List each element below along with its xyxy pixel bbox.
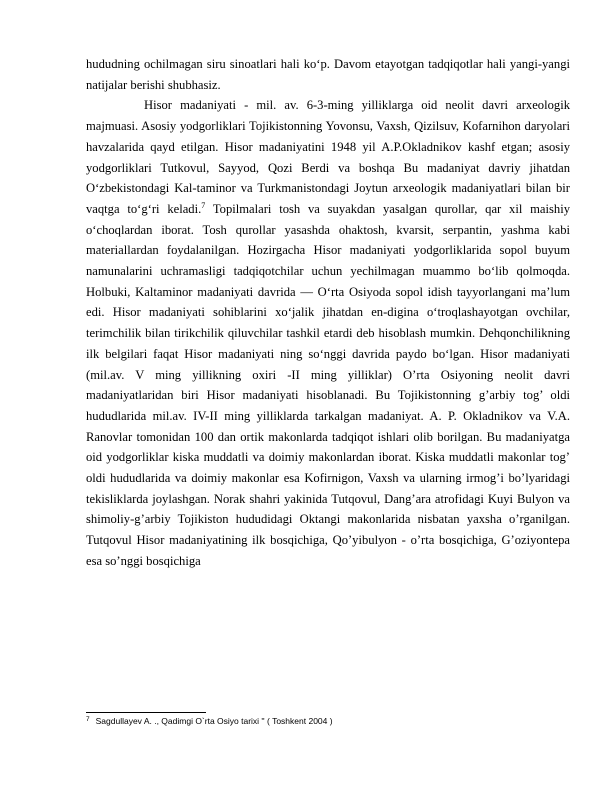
paragraph-1: hududning ochilmagan siru sinoatlari hali ko‘p. Davom etayotgan tadqiqotlar hali yangi-yangi natijalar berishi shubhasiz.	[86, 57, 570, 92]
paragraph-2-continuation: Topilmalari tosh va suyakdan yasalgan qurollar, qar xil maishiy o‘choqlardan iborat. Tosh qurollar yasashda ohaktosh, kvarsit, serpantin, yashma kabi materiallardan foydalanilgan. Hozirgacha Hisor madaniyati yodgorliklarida sopol buyum namunalarini uchramasligi tadqiqotchilar uchun yechilmagan muammo bo‘lib qolmoqda. Holbuki, Kaltaminor madaniyati davrida — O‘rta Osiyoda sopol idish tayyorlangani ma’lum edi. Hisor madaniyati sohiblarini xo‘jalik jihatdan en-digina o‘troqlashayotgan ovchilar, terimchilik bilan tirikchilik qiluvchilar tashkil etardi deb hisoblash mumkin. Dehqonchilikning ilk belgilari faqat Hisor madaniyati ning so‘nggi davrida paydo bo‘lgan. Hisor madaniyati (mil.av. V ming yillikning oxiri -II ming yilliklar) O’rta Osiyoning neolit davri madaniyatlaridan biri Hisor madaniyati hisoblanadi. Bu Tojikistonning g’arbiy tog’ oldi hududlarida mil.av. IV-II ming yilliklarda tarkalgan madaniyat. A. P. Okladnikov va V.A. Ranovlar tomonidan 100 dan ortik makonlarda tadqiqot ishlari olib borilgan. Bu madaniyatga oid yodgorliklar kiska muddatli va doimiy makonlardan iborat. Kiska muddatli makonlar tog’ oldi hududlarida va doimiy makonlar esa Kofirnigon, Vaxsh va ularning irmog’i bo’lyaridagi tekisliklarda joylashgan. Norak shahri yakinida Tutqovul, Dang’ara atrofidagi Kuyi Bulyon va shimoliy-g’arbiy Tojikiston hududidagi Oktangi makonlarida nisbatan yaxsha o’rganilgan. Tutqovul Hisor madaniyatining ilk bosqichiga, Qo’yibulyon - o’rta bosqichiga, G’oziyontepa esa so’nggi bosqichiga	[86, 201, 571, 568]
footnote-text: Sagdullayev A. ., Qadimgi O`rta Osiyo tarixi '' ( Toshkent 2004 )	[95, 716, 333, 726]
paragraph-2	[86, 95, 570, 571]
footnote	[86, 714, 570, 727]
body-text	[86, 54, 570, 572]
footnote-separator	[86, 712, 206, 713]
footnote-reference[interactable]: 7	[201, 200, 206, 210]
footnote-number: 7	[86, 716, 90, 723]
paragraph-2-text: Hisor madaniyati - mil. av. 6-3-ming yilliklarga oid neolit davri arxeologik majmuasi. Asosiy yodgorliklari Tojikistonning Yovonsu, Vaxsh, Qizilsuv, Kofarnihon daryolari havzalarida qayd etilgan. Hisor madaniyatini 1948 yil A.P.Okladnikov kashf etgan; asosiy yodgorliklari Tutkovul, Sayyod, Qozi Berdi va boshqa Bu madaniyat davriy jihatdan O‘zbekistondagi Kal-taminor va Turkmanistondagi Joytun arxeologik madaniyatlari bilan bir vaqtga to‘g‘ri keladi.	[86, 98, 570, 216]
